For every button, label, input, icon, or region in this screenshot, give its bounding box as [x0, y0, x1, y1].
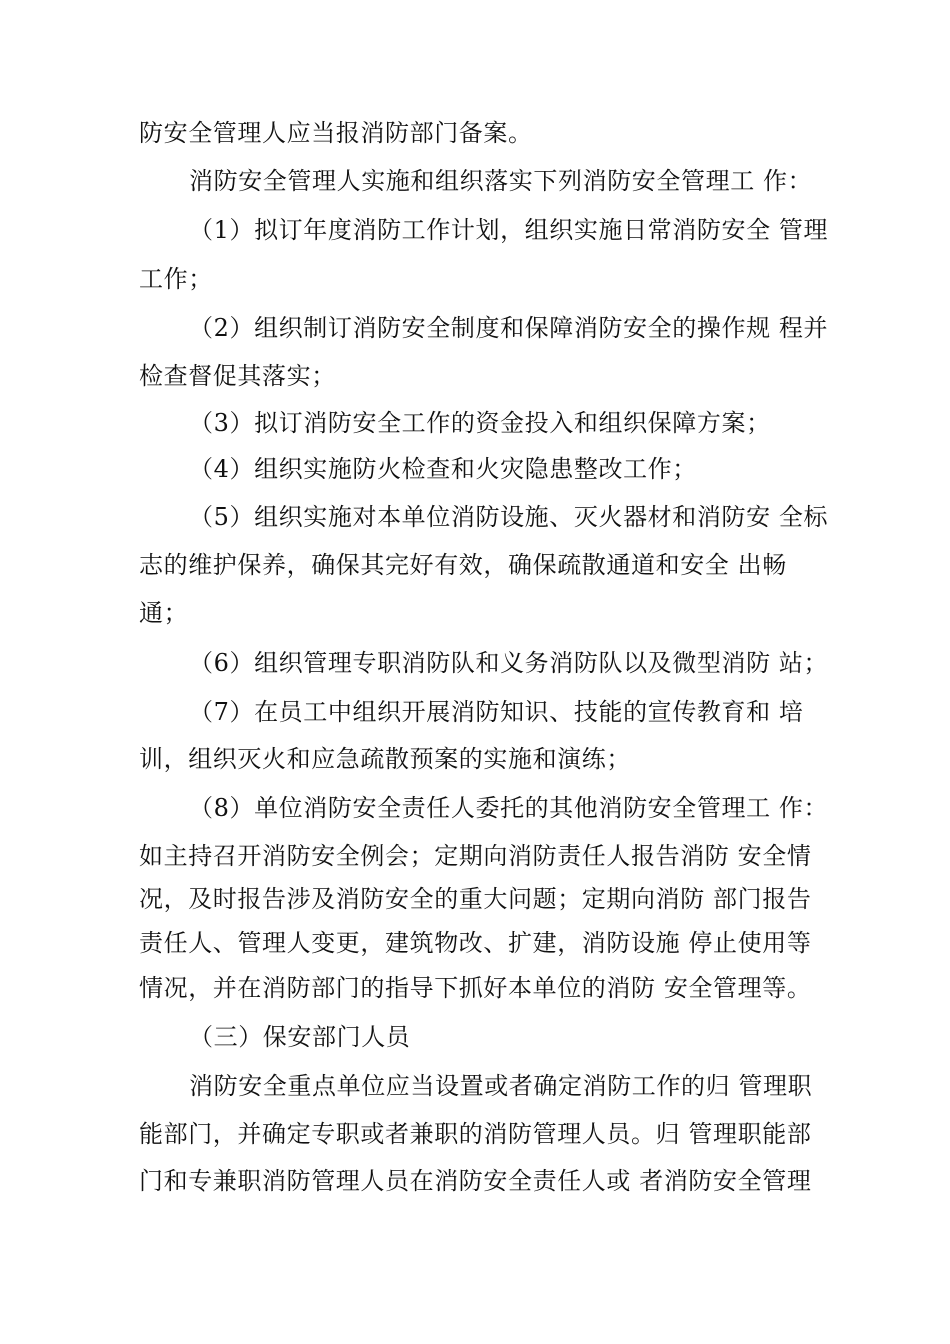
text-line: 检查督促其落实； — [139, 362, 336, 390]
text-line: （5）组织实施对本单位消防设施、灭火器材和消防安 全标 — [189, 503, 829, 531]
text-line: 通； — [139, 599, 189, 627]
text-line: 情况，并在消防部门的指导下抓好本单位的消防 安全管理等。 — [139, 974, 812, 1002]
text-line: 工作； — [139, 265, 213, 293]
text-line: 防安全管理人应当报消防部门备案。 — [139, 119, 533, 147]
text-line: 志的维护保养，确保其完好有效，确保疏散通道和安全 出畅 — [139, 551, 787, 579]
text-line: 消防安全管理人实施和组织落实下列消防安全管理工 作： — [189, 167, 813, 195]
text-line: 如主持召开消防安全例会；定期向消防责任人报告消防 安全情 — [139, 842, 812, 870]
text-line: （2）组织制订消防安全制度和保障消防安全的操作规 程并 — [189, 314, 829, 342]
text-line: 能部门，并确定专职或者兼职的消防管理人员。归 管理职能部 — [139, 1120, 812, 1148]
text-line: （7）在员工中组织开展消防知识、技能的宣传教育和 培 — [189, 698, 804, 726]
text-line: 消防安全重点单位应当设置或者确定消防工作的归 管理职 — [189, 1072, 813, 1100]
text-line: 责任人、管理人变更，建筑物改、扩建，消防设施 停止使用等 — [139, 929, 812, 957]
text-line: 况，及时报告涉及消防安全的重大问题；定期向消防 部门报告 — [139, 885, 812, 913]
text-line: （8）单位消防安全责任人委托的其他消防安全管理工 作： — [189, 794, 829, 822]
text-line: （3）拟订消防安全工作的资金投入和组织保障方案； — [189, 409, 771, 437]
text-line: （1）拟订年度消防工作计划，组织实施日常消防安全 管理 — [189, 216, 829, 244]
text-line: 训，组织灭火和应急疏散预案的实施和演练； — [139, 745, 631, 773]
text-line: 门和专兼职消防管理人员在消防安全责任人或 者消防安全管理 — [139, 1167, 812, 1195]
text-line: （4）组织实施防火检查和火灾隐患整改工作； — [189, 455, 697, 483]
text-line: （6）组织管理专职消防队和义务消防队以及微型消防 站； — [189, 649, 829, 677]
section-heading: （三）保安部门人员 — [189, 1023, 411, 1051]
